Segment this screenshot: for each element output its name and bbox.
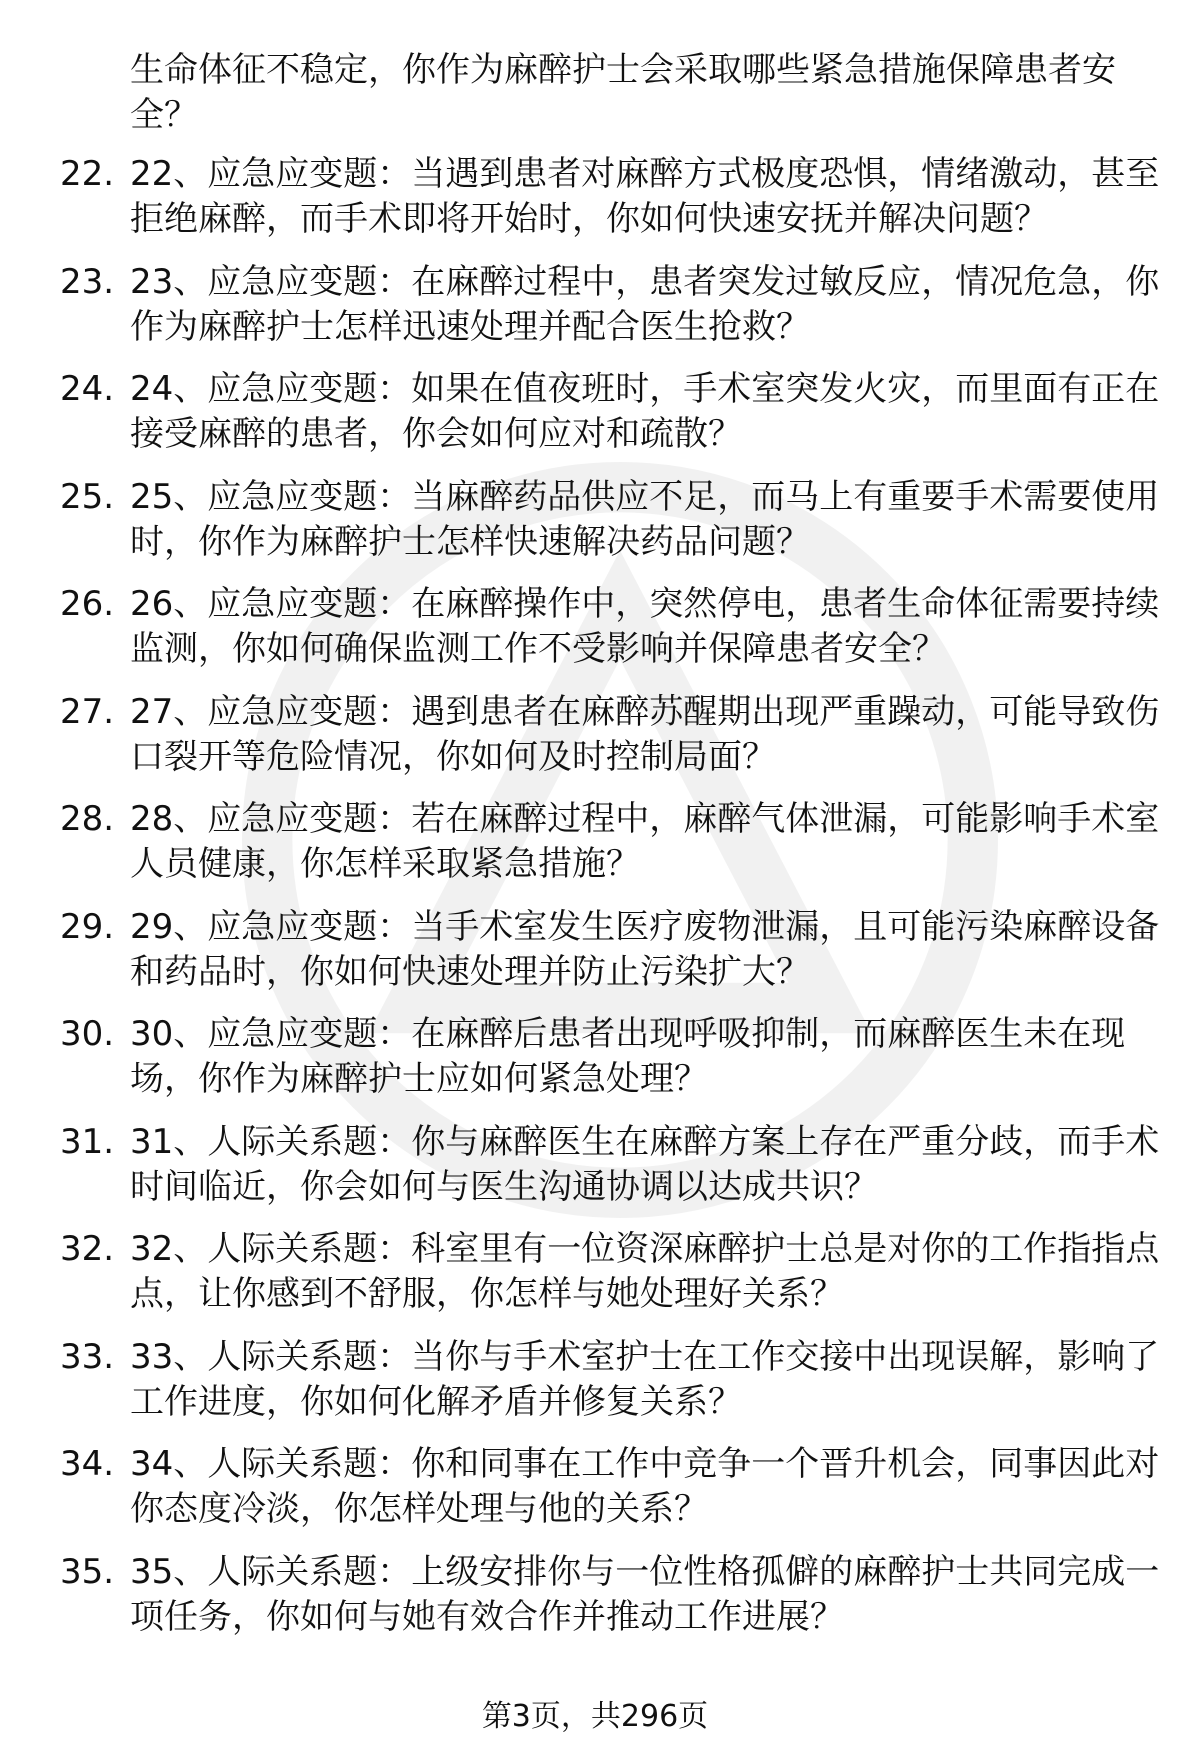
list-item (0, 1442, 1190, 1550)
item-text: 27、应急应变题：遇到患者在麻醉苏醒期出现严重躁动，可能导致伤口裂开等危险情况，你如何及时控制局面？ (130, 691, 1160, 777)
item-number: 25. (60, 476, 115, 517)
item-text: 25、应急应变题：当麻醉药品供应不足，而马上有重要手术需要使用时，你作为麻醉护士怎样快速解决药品问题？ (130, 476, 1160, 562)
item-number: 29. (60, 906, 115, 947)
item-number: 28. (60, 799, 115, 839)
list-item (0, 367, 1190, 475)
page-footer: 第3页，共296页 (481, 1699, 709, 1734)
item-text: 28、应急应变题：若在麻醉过程中，麻醉气体泄漏，可能影响手术室人员健康，你怎样采取紧急措施？ (130, 799, 1160, 884)
item-text: 31、人际关系题：你与麻醉医生在麻醉方案上存在严重分歧，而手术时间临近，你会如何与医生沟通协调以达成共识？ (130, 1121, 1160, 1207)
item-text: 30、应急应变题：在麻醉后患者出现呼吸抑制，而麻醉医生未在现场，你作为麻醉护士应如何紧急处理？ (130, 1014, 1126, 1099)
item-text: 23、应急应变题：在麻醉过程中，患者突发过敏反应，情况危急，你作为麻醉护士怎样迅速处理并配合医生抢救？ (130, 261, 1160, 347)
question-list (0, 152, 1190, 1657)
item-number: 23. (60, 261, 115, 302)
item-number: 24. (60, 369, 115, 409)
list-item (0, 152, 1190, 260)
item-number: 32. (60, 1229, 115, 1269)
item-text: 34、人际关系题：你和同事在工作中竞争一个晋升机会，同事因此对你态度冷淡，你怎样处理与他的关系？ (130, 1444, 1160, 1529)
item-text: 29、应急应变题：当手术室发生医疗废物泄漏，且可能污染麻醉设备和药品时，你如何快速处理并防止污染扩大？ (130, 906, 1160, 992)
item-text: 32、人际关系题：科室里有一位资深麻醉护士总是对你的工作指指点点，让你感到不舒服，你怎样与她处理好关系？ (130, 1229, 1160, 1314)
list-item (0, 690, 1190, 798)
list-item (0, 1335, 1190, 1443)
list-item (0, 260, 1190, 368)
list-item (0, 797, 1190, 905)
item-number: 26. (60, 584, 115, 624)
item-number: 27. (60, 691, 115, 732)
list-item (0, 582, 1190, 690)
item-text: 26、应急应变题：在麻醉操作中，突然停电，患者生命体征需要持续监测，你如何确保监测工作不受影响并保障患者安全？ (130, 584, 1160, 669)
list-item (0, 905, 1190, 1013)
item-number: 22. (60, 154, 115, 194)
list-item (0, 1227, 1190, 1335)
item-text: 33、人际关系题：当你与手术室护士在工作交接中出现误解，影响了工作进度，你如何化解矛盾并修复关系？ (130, 1336, 1160, 1422)
item-number: 35. (60, 1551, 115, 1592)
continuation-text: 生命体征不稳定，你作为麻醉护士会采取哪些紧急措施保障患者安全？ (130, 50, 1116, 135)
item-text: 35、人际关系题：上级安排你与一位性格孤僻的麻醉护士共同完成一项任务，你如何与她有效合作并推动工作进展？ (130, 1551, 1160, 1637)
item-number: 34. (60, 1444, 115, 1484)
item-number: 30. (60, 1014, 115, 1054)
item-number: 33. (60, 1336, 115, 1377)
list-item (0, 475, 1190, 583)
list-item (0, 1012, 1190, 1120)
item-text: 24、应急应变题：如果在值夜班时，手术室突发火灾，而里面有正在接受麻醉的患者，你会如何应对和疏散？ (130, 369, 1160, 454)
item-number: 31. (60, 1121, 115, 1162)
list-item (0, 1120, 1190, 1228)
item-text: 22、应急应变题：当遇到患者对麻醉方式极度恐惧，情绪激动，甚至拒绝麻醉，而手术即将开始时，你如何快速安抚并解决问题？ (130, 154, 1160, 239)
list-item (0, 1550, 1190, 1658)
